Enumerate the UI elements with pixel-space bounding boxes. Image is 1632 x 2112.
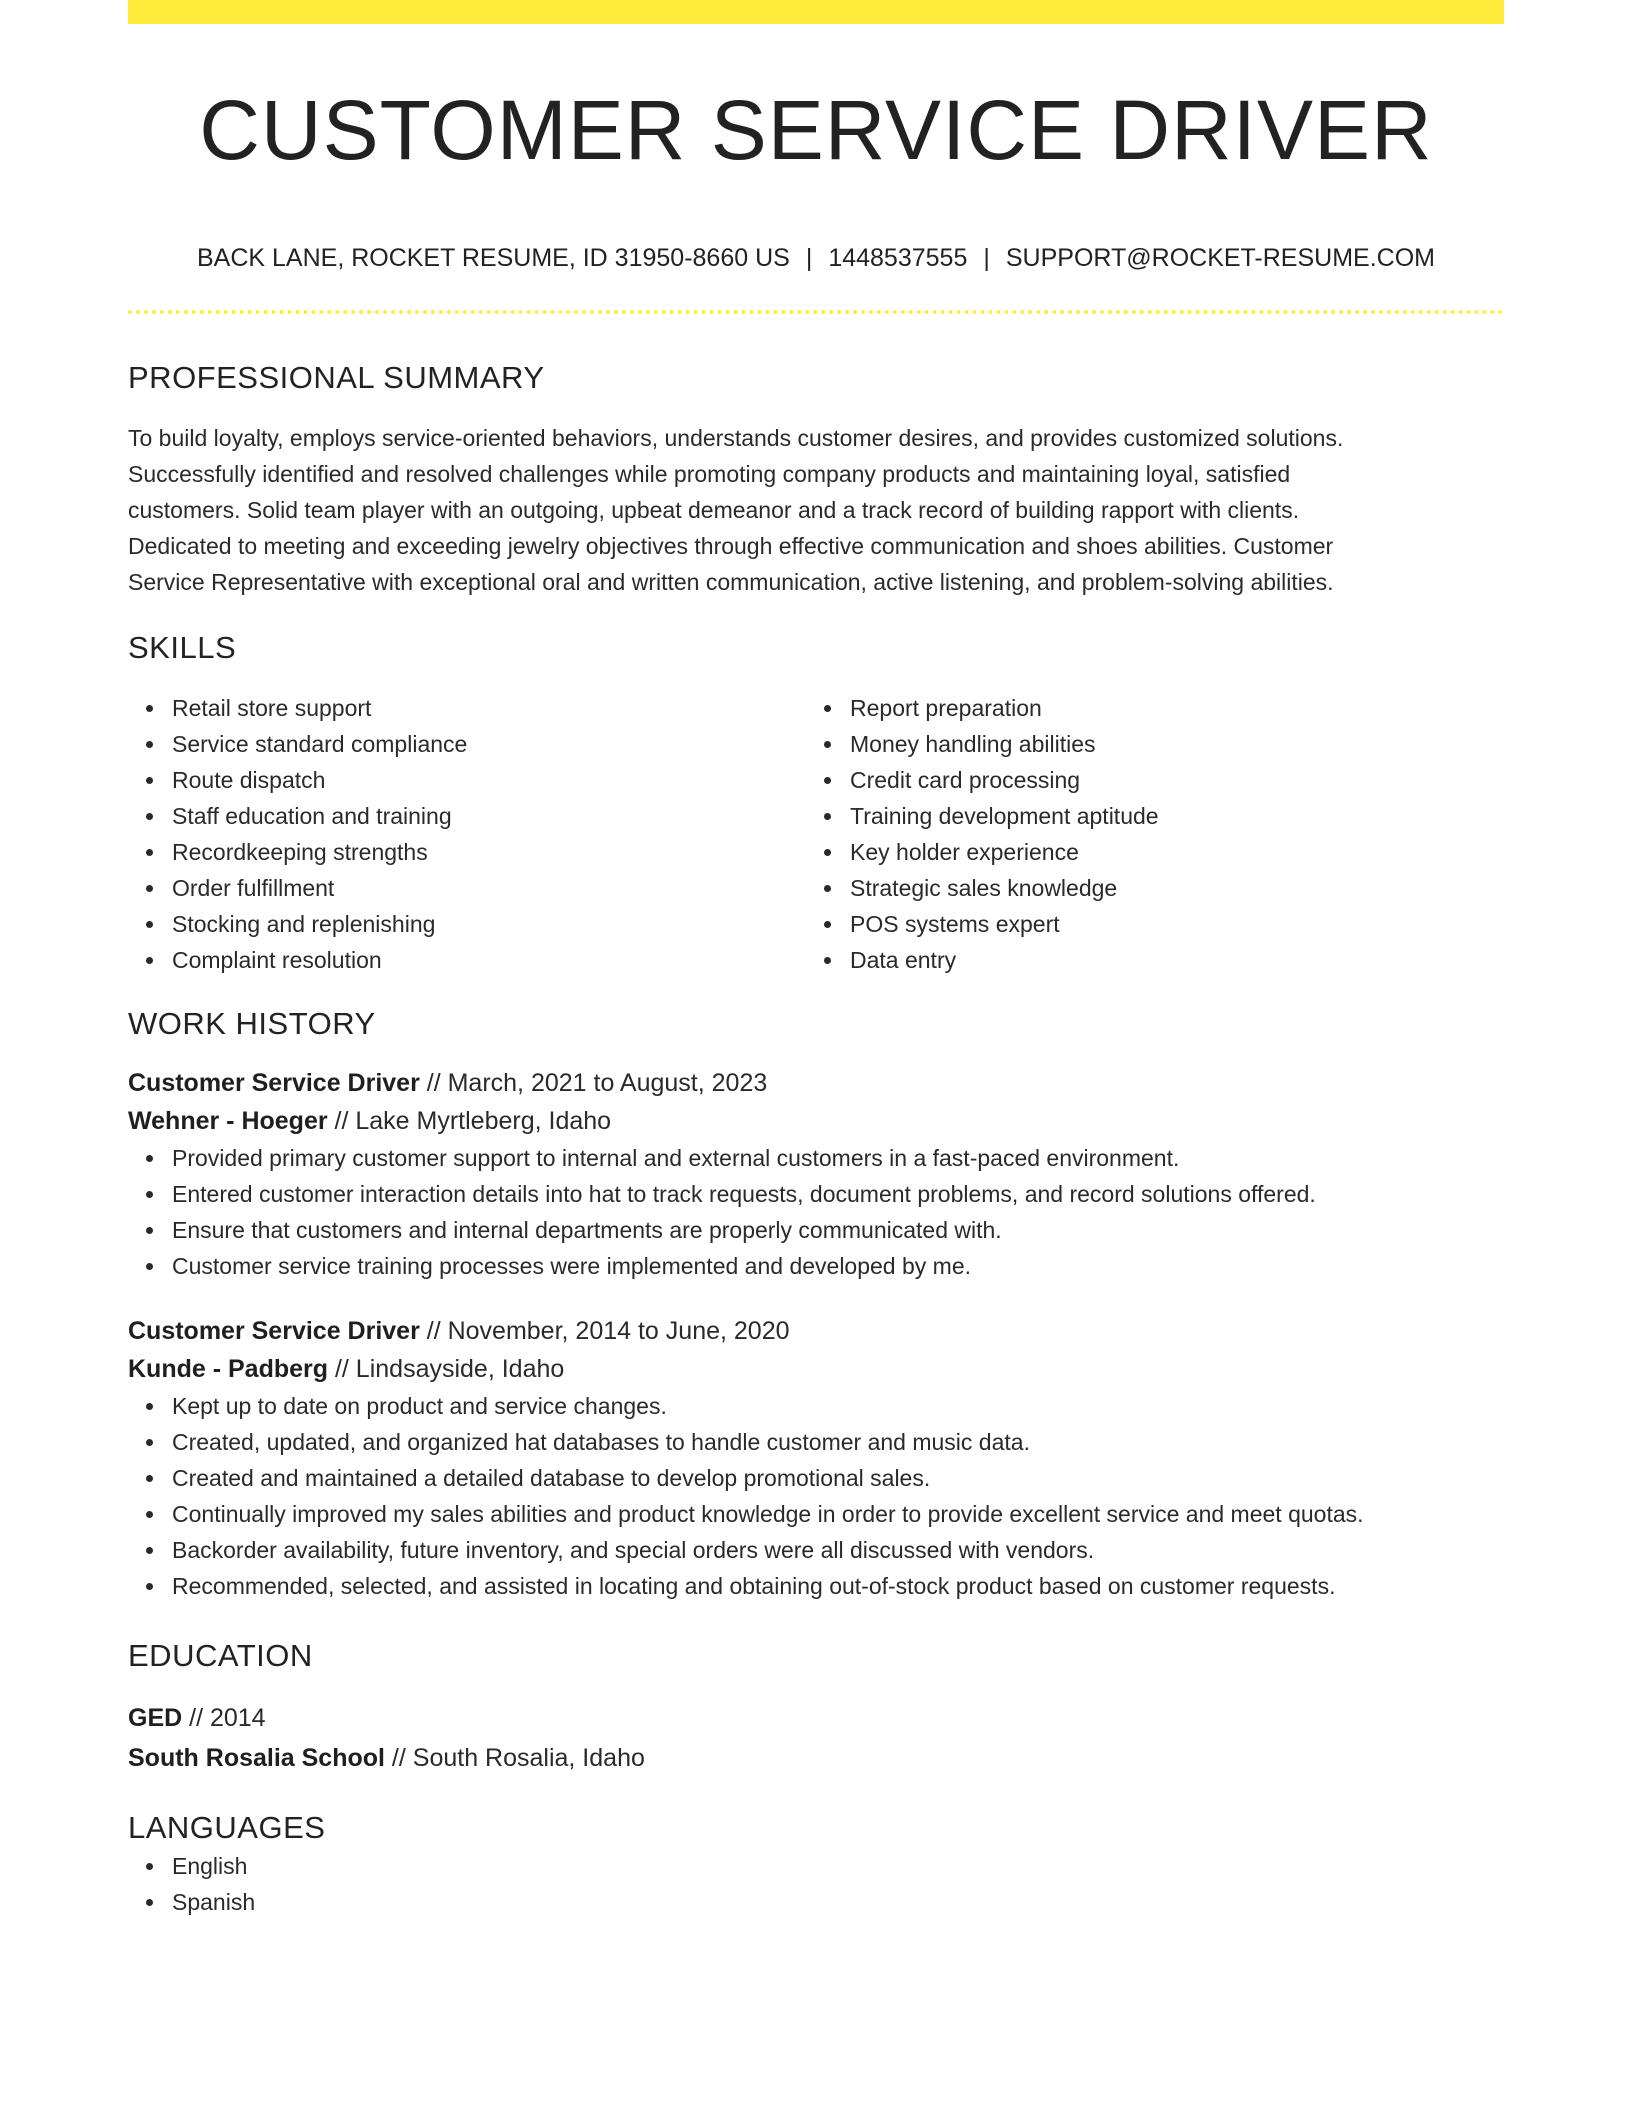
education-degree: GED xyxy=(128,1704,183,1732)
summary-line: Service Representative with exceptional oral and written communication, active listening, and problem-solving abilities. xyxy=(128,569,1334,595)
summary-text xyxy=(128,420,1498,600)
job-duty: Continually improved my sales abilities and product knowledge in order to provide excellent service and meet quotas. xyxy=(172,1496,1504,1532)
contact-line xyxy=(128,242,1504,274)
skill-item: Complaint resolution xyxy=(172,942,806,978)
education-location: // South Rosalia, Idaho xyxy=(384,1744,645,1772)
skill-item: Stocking and replenishing xyxy=(172,906,806,942)
education-year: // 2014 xyxy=(182,1704,266,1732)
dotted-divider xyxy=(128,310,1504,314)
skill-item: POS systems expert xyxy=(850,906,1504,942)
skill-item: Credit card processing xyxy=(850,762,1504,798)
skills-list-left xyxy=(128,690,806,978)
job-duty: Customer service training processes were implemented and developed by me. xyxy=(172,1248,1504,1284)
accent-bar xyxy=(128,0,1504,24)
skill-item: Order fulfillment xyxy=(172,870,806,906)
skills-list-right xyxy=(806,690,1504,978)
candidate-title: CUSTOMER SERVICE DRIVER xyxy=(199,83,1433,177)
job-duty: Backorder availability, future inventory, and special orders were all discussed with vendors. xyxy=(172,1532,1504,1568)
skill-item: Money handling abilities xyxy=(850,726,1504,762)
job-role: Customer Service Driver xyxy=(128,1317,420,1345)
skill-item: Service standard compliance xyxy=(172,726,806,762)
job-duties-list xyxy=(128,1388,1504,1604)
languages-heading: LANGUAGES xyxy=(128,1810,326,1845)
skills-columns xyxy=(128,690,1504,978)
summary-heading: PROFESSIONAL SUMMARY xyxy=(128,360,545,395)
job-company-line xyxy=(128,1350,1504,1388)
job-duty: Entered customer interaction details into hat to track requests, document problems, and record solutions offered. xyxy=(172,1176,1504,1212)
job-duty: Created, updated, and organized hat databases to handle customer and music data. xyxy=(172,1424,1504,1460)
skill-item: Training development aptitude xyxy=(850,798,1504,834)
job-duties-list xyxy=(128,1140,1504,1284)
language-item: Spanish xyxy=(172,1884,1504,1920)
job-duty: Kept up to date on product and service changes. xyxy=(172,1388,1504,1424)
summary-line: customers. Solid team player with an outgoing, upbeat demeanor and a track record of building rapport with clients. xyxy=(128,497,1300,523)
job-duty: Ensure that customers and internal departments are properly communicated with. xyxy=(172,1212,1504,1248)
job-title-line xyxy=(128,1312,1504,1350)
job-location: // Lindsayside, Idaho xyxy=(328,1355,565,1383)
skill-item: Route dispatch xyxy=(172,762,806,798)
summary-line: Dedicated to meeting and exceeding jewelry objectives through effective communication and shoes abilities. Customer xyxy=(128,533,1334,559)
contact-phone: 1448537555 xyxy=(828,244,968,272)
skill-item: Strategic sales knowledge xyxy=(850,870,1504,906)
job-company-line xyxy=(128,1102,1504,1140)
job-duty: Provided primary customer support to internal and external customers in a fast-paced environment. xyxy=(172,1140,1504,1176)
job-title-line xyxy=(128,1064,1504,1102)
skill-item: Staff education and training xyxy=(172,798,806,834)
skill-item: Report preparation xyxy=(850,690,1504,726)
language-item: English xyxy=(172,1848,1504,1884)
contact-separator: | xyxy=(805,244,813,272)
contact-address: BACK LANE, ROCKET RESUME, ID 31950-8660 US xyxy=(196,244,790,272)
languages-list xyxy=(128,1848,1504,1920)
job-dates: // November, 2014 to June, 2020 xyxy=(419,1317,790,1345)
summary-line: To build loyalty, employs service-oriented behaviors, understands customer desires, and provides customized solutions. xyxy=(128,425,1344,451)
education-school-line xyxy=(128,1738,1504,1778)
job-location: // Lake Myrtleberg, Idaho xyxy=(327,1107,612,1135)
education-heading: EDUCATION xyxy=(128,1638,313,1673)
summary-line: Successfully identified and resolved challenges while promoting company products and maintaining loyal, satisfied xyxy=(128,461,1291,487)
job-role: Customer Service Driver xyxy=(128,1069,420,1097)
job-company: Kunde - Padberg xyxy=(128,1355,329,1383)
skill-item: Key holder experience xyxy=(850,834,1504,870)
contact-separator: | xyxy=(983,244,990,272)
job-dates: // March, 2021 to August, 2023 xyxy=(419,1069,768,1097)
skill-item: Retail store support xyxy=(172,690,806,726)
job-duty: Recommended, selected, and assisted in locating and obtaining out-of-stock product based on customer requests. xyxy=(172,1568,1504,1604)
education-degree-line xyxy=(128,1698,1504,1738)
job-duty: Created and maintained a detailed database to develop promotional sales. xyxy=(172,1460,1504,1496)
job-company: Wehner - Hoeger xyxy=(128,1107,328,1135)
skills-heading: SKILLS xyxy=(128,630,237,665)
work-history-heading: WORK HISTORY xyxy=(128,1006,376,1041)
skill-item: Data entry xyxy=(850,942,1504,978)
contact-email: SUPPORT@ROCKET-RESUME.COM xyxy=(1005,244,1435,272)
resume-page xyxy=(128,0,1504,1920)
skill-item: Recordkeeping strengths xyxy=(172,834,806,870)
education-school: South Rosalia School xyxy=(128,1744,385,1772)
